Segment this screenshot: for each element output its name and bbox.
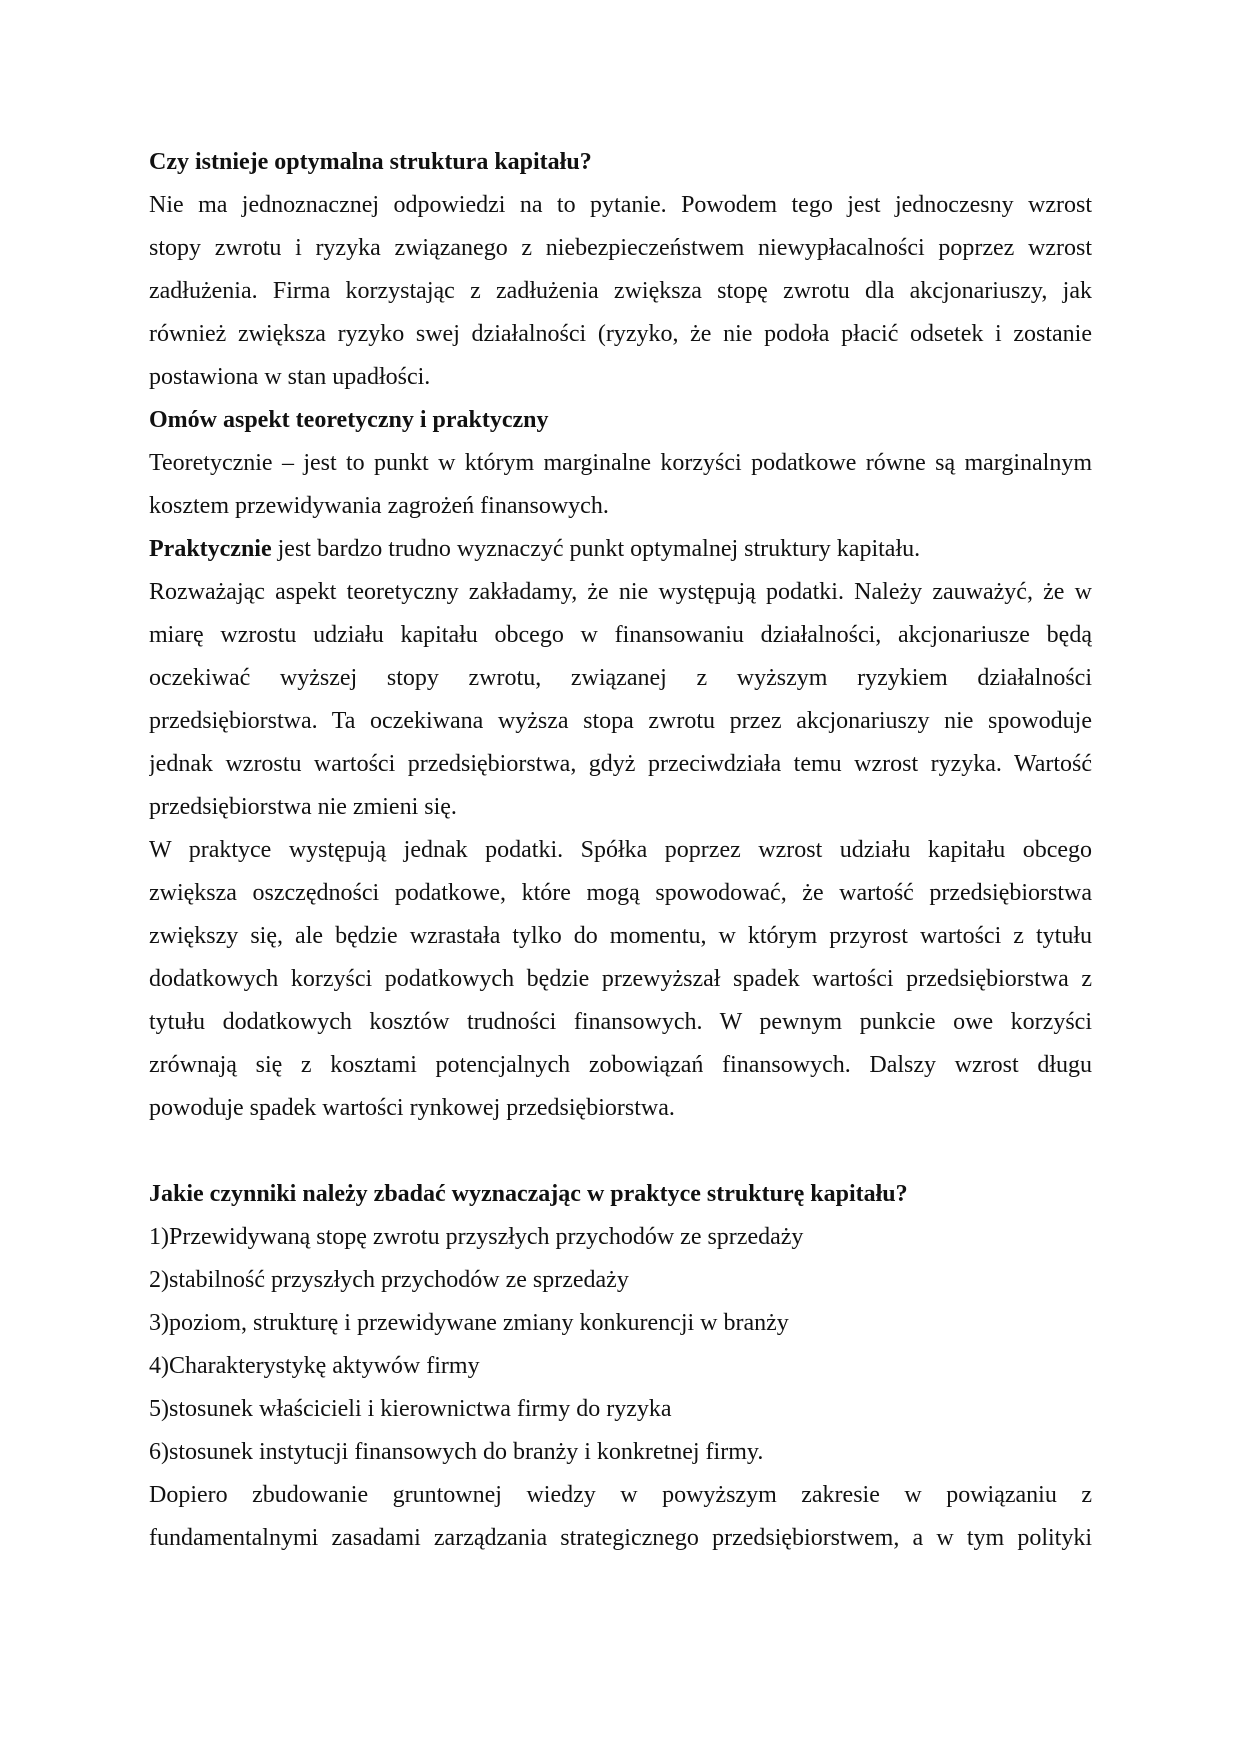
text-line: stopy zwrotu i ryzyka związanego z niebezpieczeństwem niewypłacalności poprzez wzrost	[149, 235, 1092, 261]
paragraph-intro	[149, 184, 1092, 399]
paragraph-taxes	[149, 829, 1092, 1130]
text-line: Nie ma jednoznacznej odpowiedzi na to pytanie. Powodem tego jest jednoczesny wzrost	[149, 192, 1092, 218]
heading-factors: Jakie czynniki należy zbadać wyznaczając w praktyce strukturę kapitału?	[149, 1181, 908, 1207]
blank-line	[149, 1130, 1092, 1173]
text-line: Teoretycznie – jest to punkt w którym marginalne korzyści podatkowe równe są marginalnym	[149, 450, 1092, 476]
text-line: Dopiero zbudowanie gruntownej wiedzy w powyższym zakresie w powiązaniu z	[149, 1482, 1092, 1508]
text-line: miarę wzrostu udziału kapitału obcego w finansowaniu działalności, akcjonariusze będą	[149, 622, 1092, 648]
text-line: zadłużenia. Firma korzystając z zadłużenia zwiększa stopę zwrotu dla akcjonariuszy, jak	[149, 278, 1092, 304]
paragraph-practice	[149, 528, 1092, 571]
list-item: 1)Przewidywaną stopę zwrotu przyszłych przychodów ze sprzedaży	[149, 1224, 804, 1250]
list-item: 3)poziom, strukturę i przewidywane zmiany konkurencji w branży	[149, 1310, 789, 1336]
list-item: 4)Charakterystykę aktywów firmy	[149, 1353, 480, 1379]
text-line: jednak wzrostu wartości przedsiębiorstwa, gdyż przeciwdziała temu wzrost ryzyka. Wartość	[149, 751, 1092, 777]
list-item: 2)stabilność przyszłych przychodów ze sprzedaży	[149, 1267, 629, 1293]
bold-term: Praktycznie	[149, 536, 272, 562]
paragraph-conclusion	[149, 1474, 1092, 1560]
text-line: przedsiębiorstwa nie zmieni się.	[149, 794, 457, 820]
text-line: dodatkowych korzyści podatkowych będzie przewyższał spadek wartości przedsiębiorstwa z	[149, 966, 1092, 992]
factors-list	[149, 1216, 1092, 1474]
text-line: W praktyce występują jednak podatki. Spółka poprzez wzrost udziału kapitału obcego	[149, 837, 1092, 863]
paragraph-theory	[149, 442, 1092, 528]
text-line: kosztem przewidywania zagrożeń finansowych.	[149, 493, 609, 519]
text-line: postawiona w stan upadłości.	[149, 364, 431, 390]
text-line: przedsiębiorstwa. Ta oczekiwana wyższa stopa zwrotu przez akcjonariuszy nie spowoduje	[149, 708, 1092, 734]
text-span: jest bardzo trudno wyznaczyć punkt optymalnej struktury kapitału.	[271, 536, 921, 562]
paragraph-no-taxes	[149, 571, 1092, 829]
heading-optimal-structure: Czy istnieje optymalna struktura kapitału?	[149, 149, 592, 175]
text-line: zwiększy się, ale będzie wzrastała tylko do momentu, w którym przyrost wartości z tytułu	[149, 923, 1092, 949]
text-line: zrównają się z kosztami potencjalnych zobowiązań finansowych. Dalszy wzrost długu	[149, 1052, 1092, 1078]
heading-aspects: Omów aspekt teoretyczny i praktyczny	[149, 407, 549, 433]
text-line: zwiększa oszczędności podatkowe, które mogą spowodować, że wartość przedsiębiorstwa	[149, 880, 1092, 906]
text-line: również zwiększa ryzyko swej działalności (ryzyko, że nie podoła płacić odsetek i zostanie	[149, 321, 1092, 347]
list-item: 5)stosunek właścicieli i kierownictwa firmy do ryzyka	[149, 1396, 672, 1422]
text-line: powoduje spadek wartości rynkowej przedsiębiorstwa.	[149, 1095, 675, 1121]
text-line: Rozważając aspekt teoretyczny zakładamy, że nie występują podatki. Należy zauważyć, że w	[149, 579, 1092, 605]
text-line: oczekiwać wyższej stopy zwrotu, związanej z wyższym ryzykiem działalności	[149, 665, 1092, 691]
document-page	[149, 141, 1092, 1560]
text-line: fundamentalnymi zasadami zarządzania strategicznego przedsiębiorstwem, a w tym polityki	[149, 1525, 1092, 1551]
list-item: 6)stosunek instytucji finansowych do branży i konkretnej firmy.	[149, 1439, 764, 1465]
text-line: tytułu dodatkowych kosztów trudności finansowych. W pewnym punkcie owe korzyści	[149, 1009, 1092, 1035]
